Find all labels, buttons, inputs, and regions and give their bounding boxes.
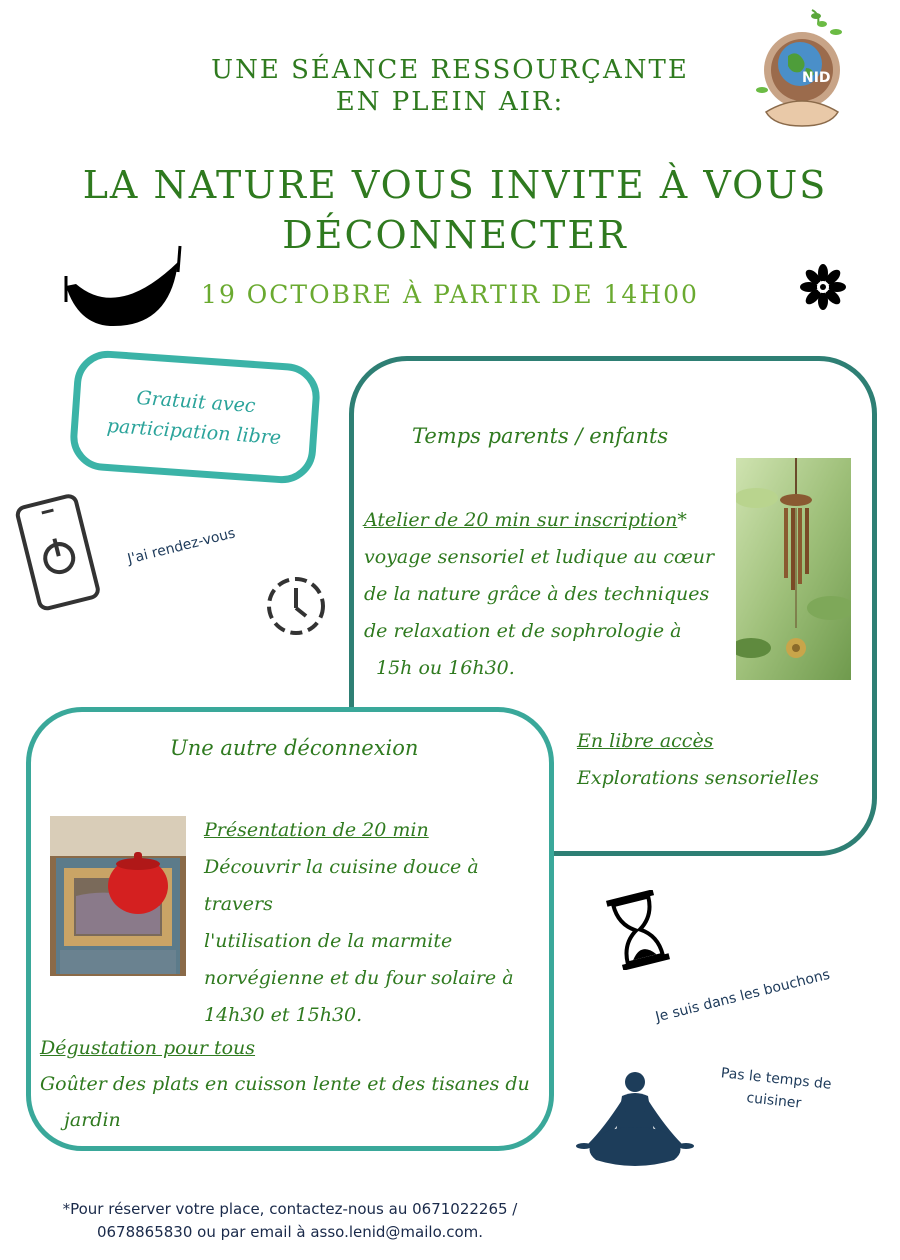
footer-contact [0,1198,580,1244]
note-cuisiner-line-2: cuisiner [745,1090,802,1112]
phone-power-icon [14,494,104,612]
libre-acces-text: Explorations sensorielles [577,767,819,789]
free-badge [68,349,322,486]
flower-icon [800,264,846,310]
another-disconnection-heading: Une autre déconnexion [170,736,419,760]
presentation-block [204,812,549,1034]
note-cuisiner [698,1060,852,1119]
presentation-title: Présentation de 20 min [204,819,429,841]
nid-logo [752,4,852,130]
atelier-line-1: voyage sensoriel et ludique au cœur [364,546,715,568]
hourglass-icon [604,890,672,970]
title-line-2: DÉCONNECTER [282,213,628,257]
degustation-block [40,1030,540,1138]
note-rendezvous: J'ai rendez-vous [126,525,237,568]
degustation-line-2: jardin [64,1109,121,1131]
parents-children-heading: Temps parents / enfants [412,424,669,448]
libre-acces-title: En libre accès [577,730,714,752]
presentation-line-3: norvégienne et du four solaire à [204,967,514,989]
clock-icon [264,574,328,638]
meditation-icon [574,1068,696,1184]
atelier-title: Atelier de 20 min sur inscription [364,509,678,531]
atelier-block [364,502,724,687]
presentation-line-1: Découvrir la cuisine douce à travers [204,856,479,915]
event-date: 19 OCTOBRE À PARTIR DE 14H00 [201,280,699,309]
wind-chime-photo [736,458,851,680]
note-cuisiner-line-1: Pas le temps de [720,1065,833,1093]
subtitle-line-2: EN PLEIN AIR: [335,87,565,117]
logo-text: NID [802,70,831,86]
atelier-line-2: de la nature grâce à des techniques [364,583,710,605]
atelier-asterisk: * [677,509,687,531]
norwegian-pot-photo [50,816,186,976]
title-line-1: LA NATURE VOUS INVITE À VOUS [82,163,828,207]
badge-line-2: participation libre [106,414,282,450]
subtitle-line-1: UNE SÉANCE RESSOURÇANTE [211,55,689,85]
atelier-line-4: 15h ou 16h30. [376,657,515,679]
badge-line-1: Gratuit avec [135,386,257,418]
footer-line-1: *Pour réserver votre place, contactez-nous au 0671022265 / [62,1200,518,1218]
degustation-title: Dégustation pour tous [40,1037,256,1059]
note-bouchons: Je suis dans les bouchons [654,966,832,1026]
presentation-line-2: l'utilisation de la marmite [204,930,453,952]
footer-line-2: 0678865830 ou par email à asso.lenid@mailo.com. [96,1223,484,1241]
degustation-line-1: Goûter des plats en cuisson lente et des tisanes du [40,1073,530,1095]
atelier-line-3: de relaxation et de sophrologie à [364,620,682,642]
presentation-line-4: 14h30 et 15h30. [204,1004,363,1026]
